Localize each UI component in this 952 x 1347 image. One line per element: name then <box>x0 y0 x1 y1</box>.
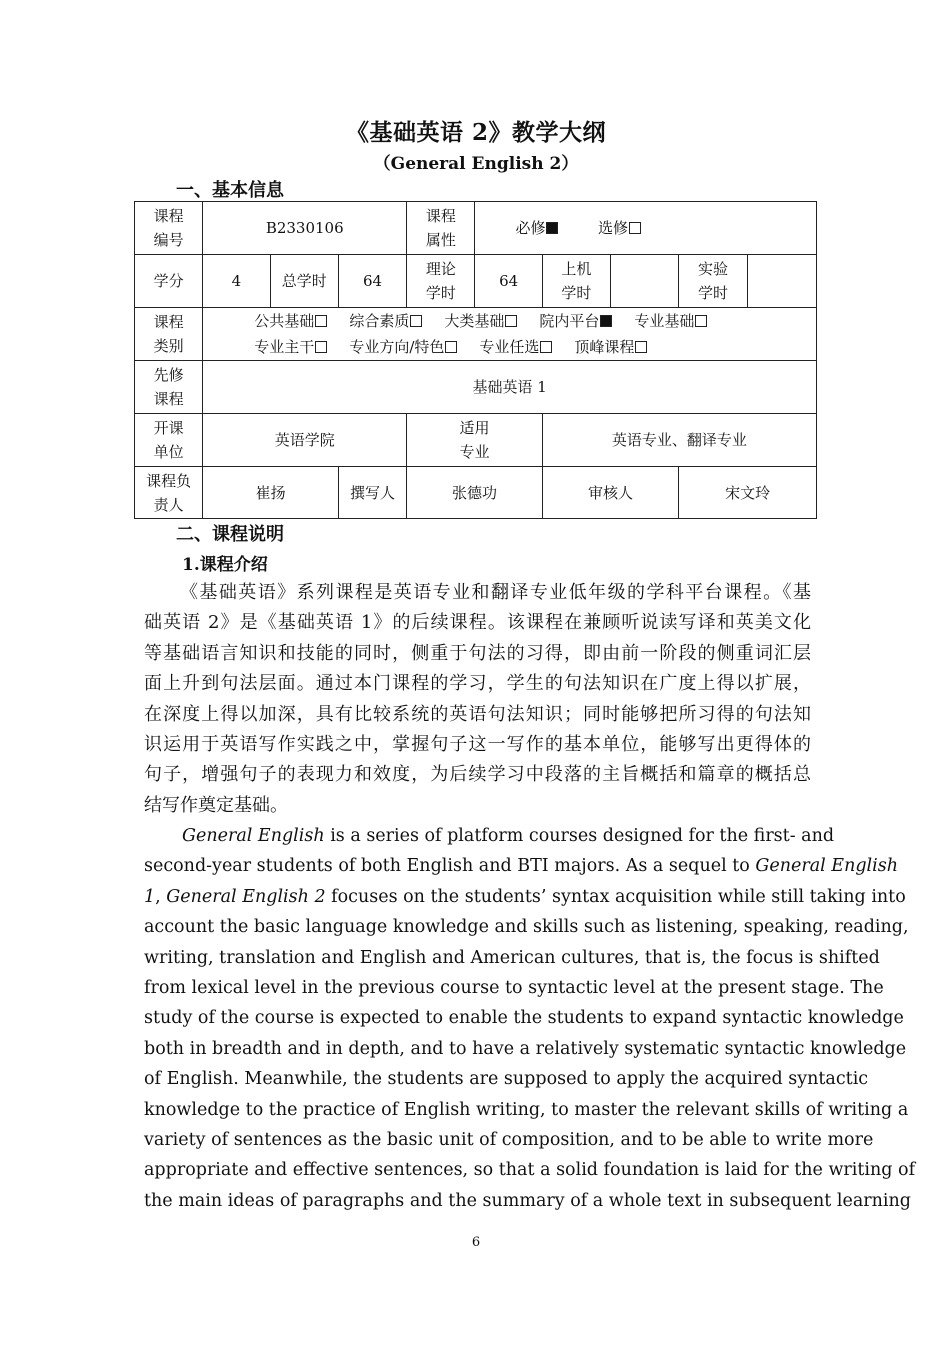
course-category-label: 课程 类别 <box>135 308 203 361</box>
course-code-value: B2330106 <box>203 202 407 255</box>
category-option: 大类基础 <box>444 312 517 330</box>
reviewer-label: 审核人 <box>542 467 679 519</box>
chinese-line: 《基础英语》系列课程是英语专业和翻译专业低年级的学科平台课程。《基 <box>180 582 811 603</box>
category-option: 综合素质 <box>349 312 422 330</box>
course-property-value <box>475 202 817 255</box>
english-line: writing, translation and English and American cultures, that is, the focus is shifted <box>144 947 880 968</box>
unchecked-box-icon <box>635 341 647 353</box>
english-line: 1, General English 2 focuses on the students’ syntax acquisition while still taking into <box>144 886 906 907</box>
chinese-line: 识运用于英语写作实践之中，掌握句子这一写作的基本单位，能够写出更得体的 <box>144 733 811 755</box>
english-line: General English is a series of platform courses designed for the first- and <box>182 826 835 846</box>
english-line: appropriate and effective sentences, so that a solid foundation is laid for the writing of <box>144 1160 916 1181</box>
page-number: 6 <box>471 1235 481 1250</box>
credit-value: 4 <box>203 255 270 308</box>
computer-hours-value <box>611 255 679 308</box>
chinese-line: 在深度上得以加深，具有比较系统的英语句法知识；同时能够把所习得的句法知 <box>144 703 811 725</box>
offering-dept-label: 开课 单位 <box>135 414 203 467</box>
category-line-1 <box>243 308 814 334</box>
total-hours-value: 64 <box>338 255 406 308</box>
reviewer-value: 宋文玲 <box>679 467 817 519</box>
chinese-intro-paragraph <box>144 578 811 821</box>
chinese-line: 句子，增强句子的表现力和效度，为后续学习中段落的主旨概括和篇章的概括总 <box>144 764 811 786</box>
english-line: of English. Meanwhile, the students are supposed to apply the acquired syntactic <box>144 1069 869 1090</box>
unchecked-box-icon <box>445 341 457 353</box>
chinese-line: 等基础语言知识和技能的同时，侧重于句法的习得，即由前一阶段的侧重词汇层 <box>144 642 811 664</box>
category-option: 专业方向/特色 <box>349 338 457 356</box>
chinese-line: 础英语 2》是《基础英语 1》的后续课程。该课程在兼顾听说读写译和英美文化 <box>144 612 811 634</box>
course-intro-heading: 1.课程介绍 <box>182 555 268 575</box>
chinese-line: 面上升到句法层面。通过本门课程的学习，学生的句法知识在广度上得以扩展， <box>144 673 811 695</box>
course-lead-value: 崔扬 <box>203 467 339 519</box>
writer-value: 张德功 <box>407 467 543 519</box>
applicable-major-label: 适用 专业 <box>407 414 543 467</box>
writer-label: 撰写人 <box>338 467 406 519</box>
section-basic-info-heading: 一、基本信息 <box>176 180 284 201</box>
english-line: knowledge to the practice of English writing, to master the relevant skills of writing a <box>144 1099 909 1120</box>
table-row <box>135 255 817 308</box>
checked-box-icon <box>546 222 558 234</box>
category-option: 顶峰课程 <box>574 338 647 356</box>
category-option: 专业主干 <box>254 338 327 356</box>
section-course-description-heading: 二、课程说明 <box>176 524 284 545</box>
table-row <box>135 202 817 255</box>
required-option: 必修 <box>515 219 558 237</box>
chinese-line: 结写作奠定基础。 <box>144 794 288 816</box>
course-info-table <box>134 201 817 519</box>
english-line: variety of sentences as the basic unit of composition, and to be able to write more <box>144 1129 874 1150</box>
prerequisite-value: 基础英语 1 <box>203 361 817 414</box>
english-intro-paragraph <box>144 821 916 1216</box>
total-hours-label: 总学时 <box>270 255 338 308</box>
document-title: 《基础英语 2》教学大纲 <box>345 119 606 146</box>
course-lead-label: 课程负 责人 <box>135 467 203 519</box>
course-code-label: 课程 编号 <box>135 202 203 255</box>
english-line: account the basic language knowledge and skills such as listening, speaking, reading, <box>144 917 909 938</box>
course-category-options <box>203 308 817 361</box>
lab-hours-value <box>747 255 816 308</box>
unchecked-box-icon <box>410 315 422 327</box>
unchecked-box-icon <box>540 341 552 353</box>
english-line: from lexical level in the previous course to syntactic level at the present stage. The <box>144 977 884 998</box>
computer-hours-label: 上机 学时 <box>542 255 610 308</box>
english-line: second-year students of both English and BTI majors. As a sequel to General English <box>144 856 898 877</box>
unchecked-box-icon <box>315 341 327 353</box>
category-line-2 <box>243 334 814 360</box>
unchecked-box-icon <box>505 315 517 327</box>
unchecked-box-icon <box>315 315 327 327</box>
table-row <box>135 308 817 361</box>
table-row <box>135 414 817 467</box>
theory-hours-label: 理论 学时 <box>407 255 475 308</box>
checked-box-icon <box>600 315 612 327</box>
lab-hours-label: 实验 学时 <box>679 255 747 308</box>
elective-option: 选修 <box>598 219 641 237</box>
unchecked-box-icon <box>695 315 707 327</box>
english-line: study of the course is expected to enable the students to expand syntactic knowledge <box>144 1008 904 1029</box>
category-option: 院内平台 <box>539 312 612 330</box>
category-option: 公共基础 <box>254 312 327 330</box>
credit-label: 学分 <box>135 255 203 308</box>
theory-hours-value: 64 <box>475 255 542 308</box>
offering-dept-value: 英语学院 <box>203 414 407 467</box>
unchecked-box-icon <box>629 222 641 234</box>
english-line: the main ideas of paragraphs and the summary of a whole text in subsequent learning <box>144 1190 911 1211</box>
applicable-major-value: 英语专业、翻译专业 <box>542 414 816 467</box>
english-line: both in breadth and in depth, and to have a relatively systematic syntactic knowledge <box>144 1038 907 1059</box>
course-property-label: 课程 属性 <box>407 202 475 255</box>
document-subtitle: （General English 2） <box>373 154 579 174</box>
table-row <box>135 361 817 414</box>
category-option: 专业基础 <box>634 312 707 330</box>
prerequisite-label: 先修 课程 <box>135 361 203 414</box>
category-option: 专业任选 <box>479 338 552 356</box>
table-row <box>135 467 817 519</box>
